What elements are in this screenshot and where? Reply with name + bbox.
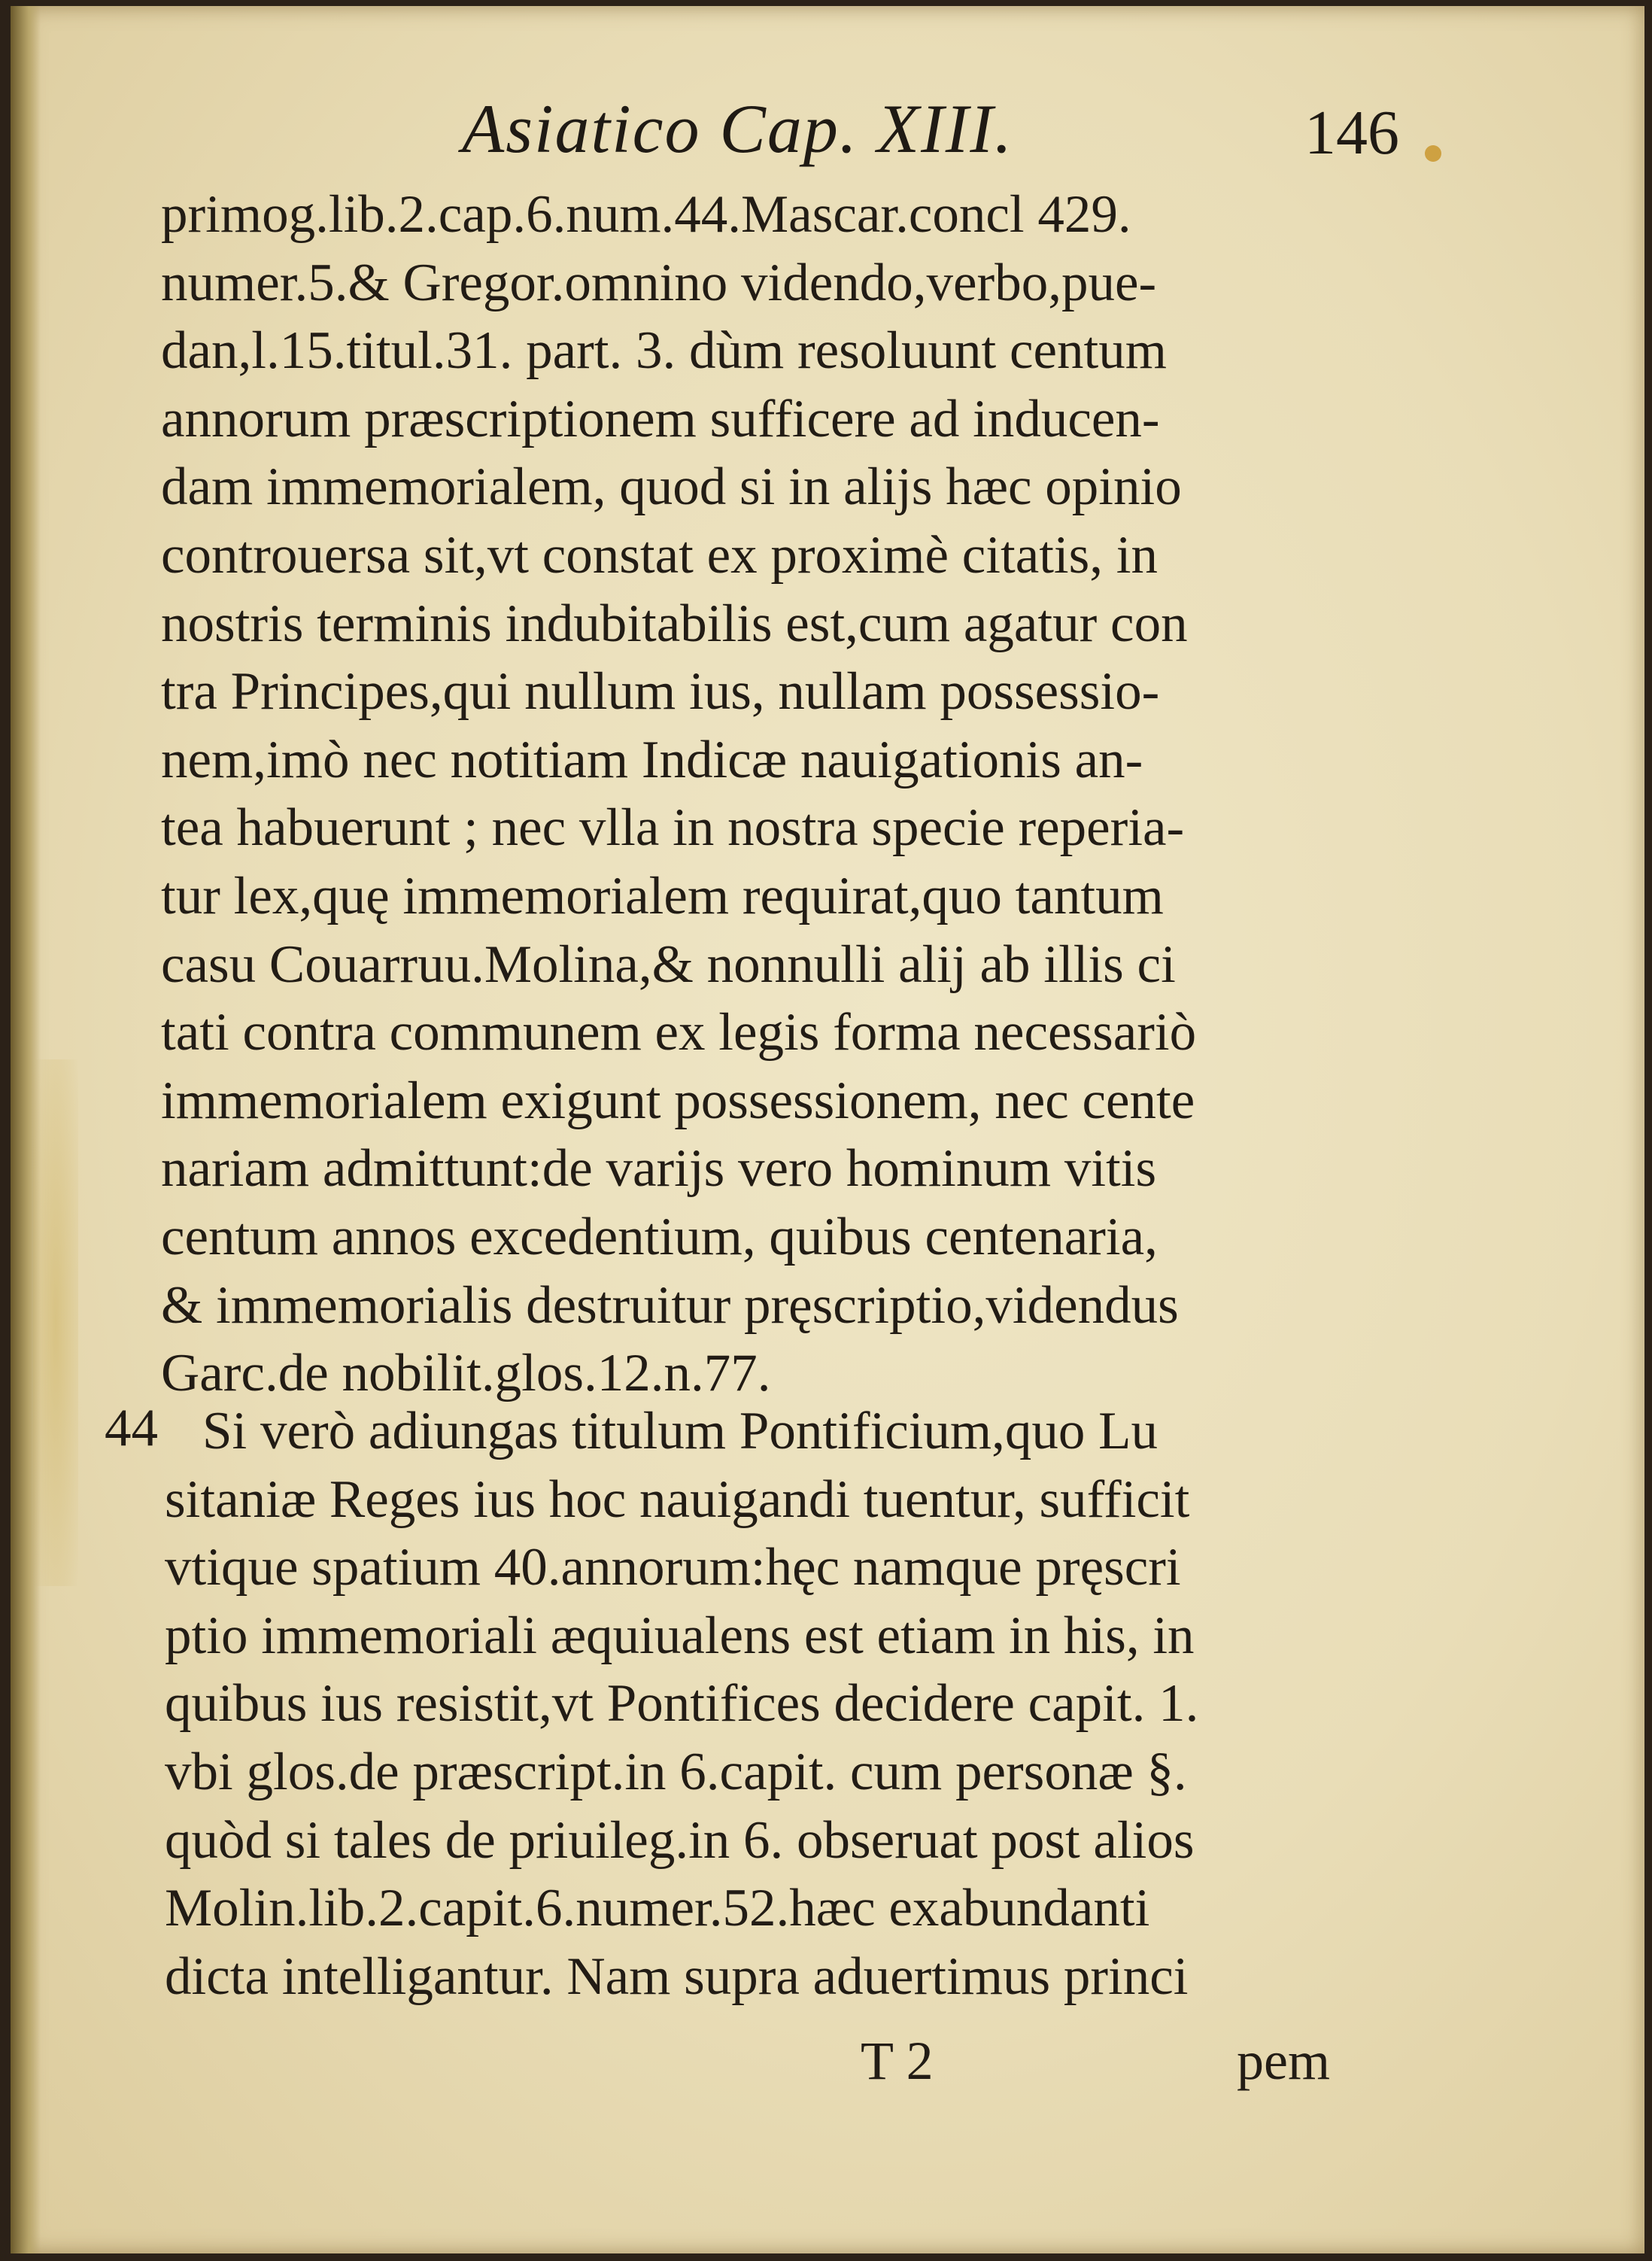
text-line: sitaniæ Reges ius hoc nauigandi tuentur, sufficit (165, 1469, 1190, 1529)
catchword: pem (1237, 2031, 1330, 2091)
marginal-number: 44 (105, 1399, 158, 1457)
text-line: tur lex,quę immemorialem requirat,quo tantum (161, 866, 1164, 925)
text-line: & immemorialis destruitur pręscriptio,videndus (161, 1275, 1179, 1335)
text-line: quòd si tales de priuileg.in 6. obseruat post alios (165, 1810, 1195, 1870)
book-page (11, 6, 1644, 2253)
text-line: controuersa sit,vt constat ex proximè citatis, in (161, 525, 1159, 585)
text-line: quibus ius resistit,vt Pontifices decidere capit. 1. (165, 1674, 1199, 1734)
text-line: Garc.de nobilit.glos.12.n.77. (161, 1344, 771, 1403)
text-line: tea habuerunt ; nec vlla in nostra specie reperia- (161, 798, 1185, 858)
text-line: nariam admittunt:de varijs vero hominum vitis (161, 1139, 1157, 1199)
text-line: Molin.lib.2.capit.6.numer.52.hæc exabundanti (165, 1879, 1150, 1938)
text-line: numer.5.& Gregor.omnino videndo,verbo,pue- (161, 253, 1157, 312)
text-line: dam immemorialem, quod si in alijs hæc opinio (161, 457, 1182, 517)
text-line: tati contra communem ex legis forma necessariò (161, 1003, 1197, 1062)
text-line: tra Principes,qui nullum ius, nullam possessio- (161, 662, 1160, 722)
text-line: nostris terminis indubitabilis est,cum agatur con (161, 594, 1188, 653)
text-line: annorum præscriptionem sufficere ad inducen- (161, 389, 1160, 448)
text-line: ptio immemoriali æquiualens est etiam in his, in (165, 1606, 1195, 1665)
text-line: dan,l.15.titul.31. part. 3. dùm resoluunt centum (161, 321, 1167, 381)
text-line: vbi glos.de præscript.in 6.capit. cum personæ §. (165, 1742, 1187, 1801)
running-title: Asiatico Cap. XIII. (462, 90, 1013, 167)
text-line: centum annos excedentium, quibus centenaria, (161, 1207, 1158, 1266)
text-line: Si verò adiungas titulum Pontificium,quo Lu (202, 1402, 1159, 1460)
text-line: vtique spatium 40.annorum:hęc namque pręscri (165, 1538, 1181, 1597)
signature-mark: T 2 (861, 2031, 934, 2091)
text-line: dicta intelligantur. Nam supra aduertimus princi (165, 1946, 1189, 2006)
page-number: 146 (1304, 98, 1399, 168)
text-line: primog.lib.2.cap.6.num.44.Mascar.concl 429. (161, 185, 1131, 244)
paragraph-1 (161, 181, 1395, 1408)
paper-stain (33, 1059, 78, 1586)
paragraph-2 (165, 1396, 1398, 2010)
text-line: casu Couarruu.Molina,& nonnulli alij ab illis ci (161, 934, 1176, 994)
text-line: nem,imò nec notitiam Indicæ nauigationis an- (161, 730, 1143, 789)
ink-spot (1425, 145, 1441, 162)
page-header (11, 89, 1644, 172)
page-footer (11, 2030, 1644, 2105)
text-line: immemorialem exigunt possessionem, nec cente (161, 1071, 1195, 1130)
